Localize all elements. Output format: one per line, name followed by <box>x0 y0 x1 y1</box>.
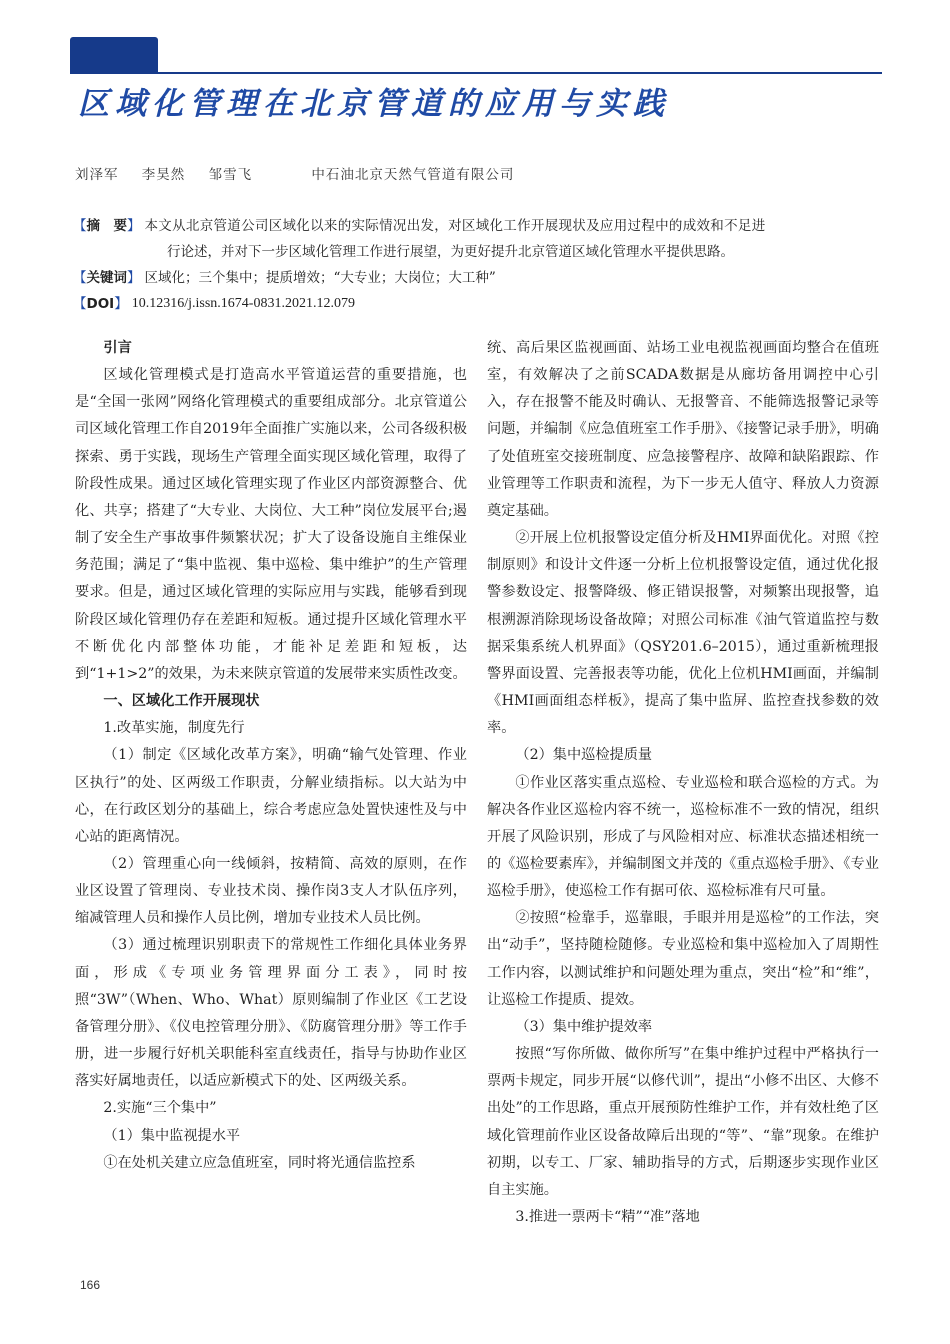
subsection-heading: 1.改革实施，制度先行 <box>103 720 245 737</box>
abstract-label: 【摘 要】 <box>73 218 141 234</box>
organization: 中石油北京天然气管道有限公司 <box>311 167 515 183</box>
abstract-row <box>73 213 883 239</box>
body-column-left <box>75 335 467 1177</box>
doi-value: 10.12316/j.issn.1674-0831.2021.12.079 <box>131 296 355 311</box>
paragraph: ②开展上位机报警设定值分析及HMI界面优化。对照《控制原则》和设计文件逐一分析上位机报警设定值，通过优化报警参数设定、报警降级、修正错误报警，对频繁出现报警，追根溯源消除现场设备故障；对照公司标准《油气管道监控与数据采集系统人机界面》（QSY201.6–2015），通过重新梳理报警界面设置、完善报表等功能，优化上位机HMI画面，并编制《HMI画面组态样板》，提高了集中监屏、监控查找参数的效率。 <box>487 530 879 737</box>
paragraph: （2）管理重心向一线倾斜，按精简、高效的原则，在作业区设置了管理岗、专业技术岗、操作岗3支人才队伍序列，缩减管理人员和操作人员比例，增加专业技术人员比例。 <box>75 855 467 927</box>
article-title: 区域化管理在北京管道的应用与实践 <box>78 86 670 122</box>
page-number: 166 <box>80 1278 101 1292</box>
header-tab-block <box>70 37 158 73</box>
doi-label: 【DOI】 <box>73 296 128 312</box>
subsection-heading: 2.实施“三个集中” <box>103 1100 217 1117</box>
abstract-text: 本文从北京管道公司区域化以来的实际情况出发，对区域化工作开展现状及应用过程中的成效和不足进 <box>144 218 766 234</box>
keywords-row <box>73 265 883 291</box>
paragraph: 区域化管理模式是打造高水平管道运营的重要措施，也是“全国一张网”网络化管理模式的重要组成部分。北京管道公司区域化管理工作自2019年全面推广实施以来，公司各级积极探索、勇于实践，现场生产管理全面实现区域化管理，取得了阶段性成果。通过区域化管理实现了作业区内部资源整合、优化、共享；搭建了“大专业、大岗位、大工种”岗位发展平台;遏制了安全生产事故事件频繁状况；扩大了设备设施自主维保业务范围；满足了“集中监视、集中巡检、集中维护”的生产管理要求。但是，通过区域化管理的实际应用与实践，能够看到现阶段区域化管理仍存在差距和短板。通过提升区域化管理水平不断优化内部整体功能，才能补足差距和短板，达到“1+1>2”的效果，为未来陕京管道的发展带来实质性改变。 <box>75 367 467 682</box>
author-name: 邹雪飞 <box>208 167 253 183</box>
paragraph: 按照“写你所做、做你所写”在集中维护过程中严格执行一票两卡规定，同步开展“以修代训”，提出“小修不出区、大修不出处”的工作思路，重点开展预防性维护工作，并有效杜绝了区域化管理前作业区设备故障后出现的“等”、“靠”现象。在维护初期，以专工、厂家、辅助指导的方式，后期逐步实现作业区自主实施。 <box>487 1046 879 1198</box>
author-name: 刘泽军 <box>75 167 119 183</box>
abstract-text-continued: 行论述，并对下一步区域化管理工作进行展望，为更好提升北京管道区域化管理水平提供思路。 <box>167 244 734 260</box>
paragraph: （1）制定《区域化改革方案》，明确“输气处管理、作业区执行”的处、区两级工作职责，分解业绩指标。以大站为中心，在行政区划分的基础上，综合考虑应急处置快速性及与中心站的距离情况。 <box>75 747 467 845</box>
paragraph: ②按照“检靠手，巡靠眼，手眼并用是巡检”的工作法，突出“动手”，坚持随检随修。专业巡检和集中巡检加入了周期性工作内容，以测试维护和问题处理为重点，突出“检”和“维”，让巡检工作提质、提效。 <box>487 910 879 1008</box>
paragraph: ①在处机关建立应急值班室，同时将光通信监控系 <box>103 1154 416 1171</box>
title-rule <box>70 72 882 74</box>
doi-row <box>73 291 883 317</box>
keywords-text: 区域化；三个集中；提质增效；“大专业；大岗位；大工种” <box>144 270 496 286</box>
subsection-heading: （2）集中巡检提质量 <box>515 747 653 764</box>
abstract-block <box>73 213 883 317</box>
byline <box>75 163 532 183</box>
body-column-right <box>487 335 879 1231</box>
subsection-heading: 3.推进一票两卡“精”“准”落地 <box>515 1209 700 1225</box>
subsection-heading: （3）集中维护提效率 <box>515 1018 653 1035</box>
section-heading: 一、区域化工作开展现状 <box>103 693 260 710</box>
paragraph: （3）通过梳理识别职责下的常规性工作细化具体业务界面，形成《专项业务管理界面分工表》，同时按照“3W”（When、Who、What）原则编制了作业区《工艺设备管理分册》、《仪电控管理分册》、《防腐管理分册》等工作手册，进一步履行好机关职能科室直线责任，指导与协助作业区落实好属地责任，以适应新模式下的处、区两级关系。 <box>75 937 467 1090</box>
subsection-heading: （1）集中监视提水平 <box>103 1127 241 1144</box>
author-name: 李昊然 <box>141 167 186 183</box>
keywords-label: 【关键词】 <box>73 270 141 286</box>
paragraph: ①作业区落实重点巡检、专业巡检和联合巡检的方式。为解决各作业区巡检内容不统一，巡检标准不一致的情况，组织开展了风险识别，形成了与风险相对应、标准状态描述相统一的《巡检要素库》，并编制图文并茂的《重点巡检手册》、《专业巡检手册》，使巡检工作有据可依、巡检标准有尺可量。 <box>487 774 879 900</box>
section-heading: 引言 <box>103 340 132 356</box>
paragraph-continued: 统、高后果区监视画面、站场工业电视监视画面均整合在值班室，有效解决了之前SCADA数据是从廊坊备用调控中心引入，存在报警不能及时确认、无报警音、不能筛选报警记录等问题，并编制《应急值班室工作手册》、《接警记录手册》，明确了处值班室交接班制度、应急接警程序、故障和缺陷跟踪、作业管理等工作职责和流程，为下一步无人值守、释放人力资源奠定基础。 <box>487 340 879 519</box>
